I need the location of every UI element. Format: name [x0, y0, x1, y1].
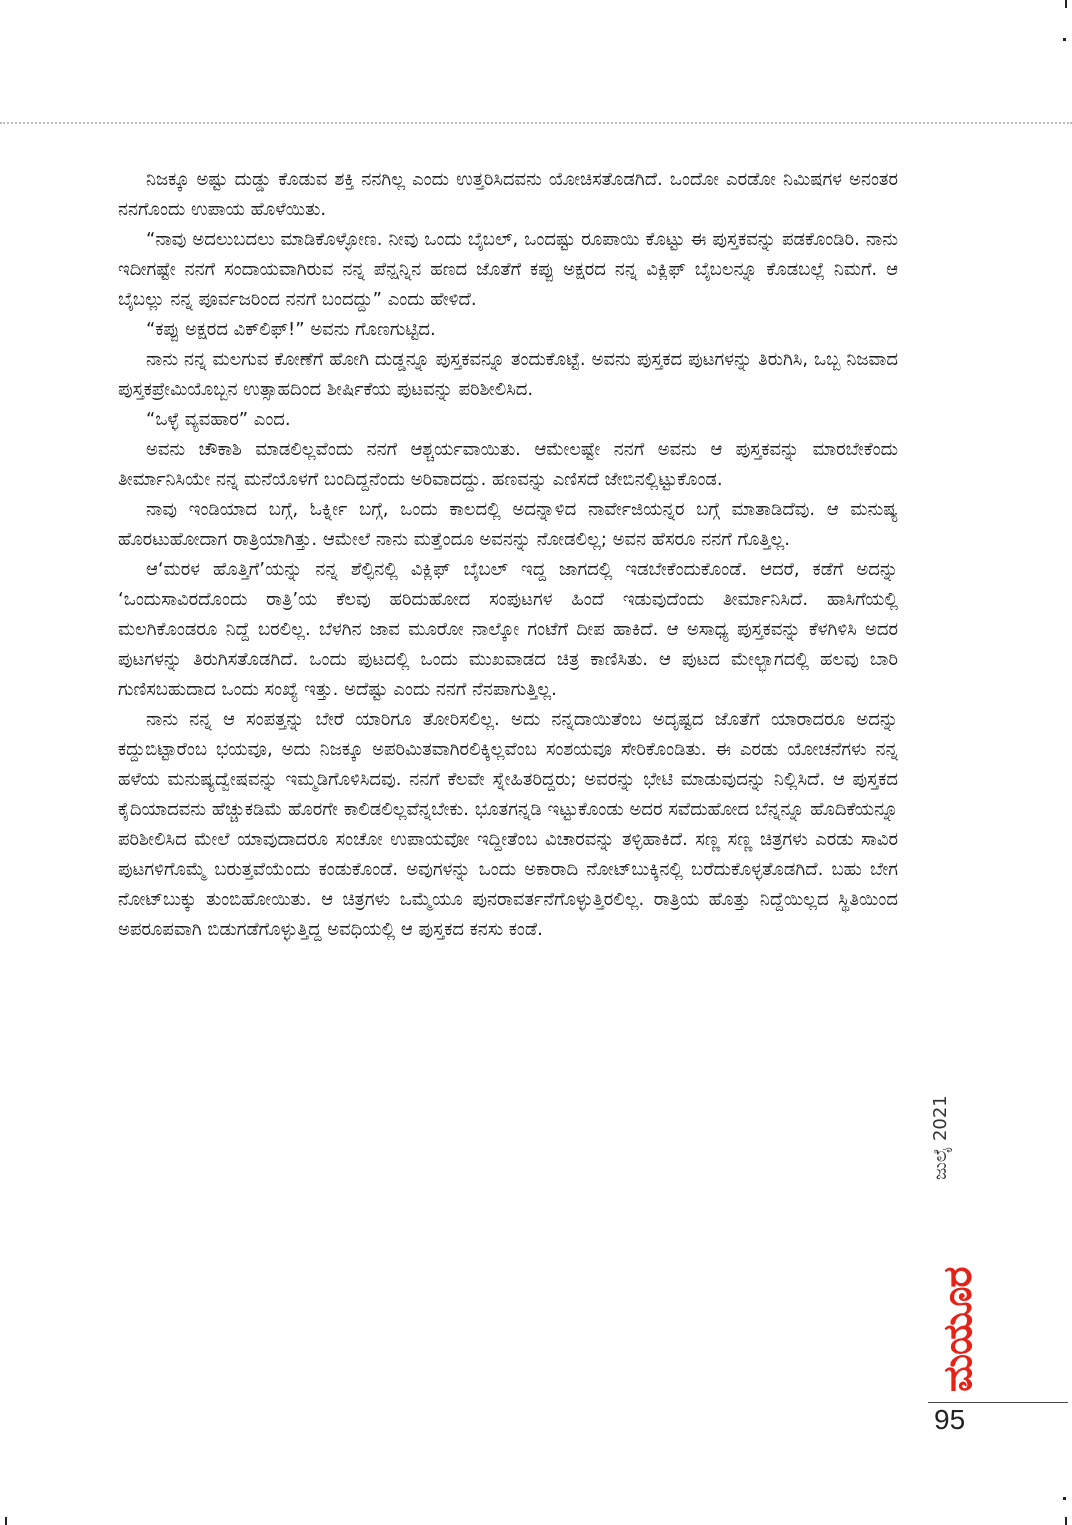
paragraph: “ಕಪ್ಪು ಅಕ್ಷರದ ವಿಕ್‌ಲಿಫ್!” ಅವನು ಗೊಣಗುಟ್ಟಿದ.	[146, 319, 436, 340]
paragraph: ನಾವು ಇಂಡಿಯಾದ ಬಗ್ಗೆ, ಓರ್ಕ್ನೀ ಬಗ್ಗೆ, ಒಂದು ಕಾಲದಲ್ಲಿ ಅದನ್ನಾಳಿದ ನಾರ್ವೇಜಿಯನ್ನರ ಬಗ್ಗೆ ಮಾತಾಡಿದೆವು. ಆ ಮನುಷ್ಯ ಹೊರಟುಹೋದಾಗ ರಾತ್ರಿಯಾಗಿತ್ತು. ಆಮೇಲೆ ನಾನು ಮತ್ತೆಂದೂ ಅವನನ್ನು ನೋಡಲಿಲ್ಲ; ಅವನ ಹೆಸರೂ ನನಗೆ ಗೊತ್ತಿಲ್ಲ.	[118, 499, 898, 550]
page-number: 95	[934, 1404, 966, 1435]
issue-date: ಜುಲೈ 2021	[930, 1095, 951, 1180]
paragraph: ನಾನು ನನ್ನ ಮಲಗುವ ಕೋಣೆಗೆ ಹೋಗಿ ದುಡ್ಡನ್ನೂ ಪುಸ್ತಕವನ್ನೂ ತಂದುಕೊಟ್ಟೆ. ಅವನು ಪುಸ್ತಕದ ಪುಟಗಳನ್ನು ತಿರುಗಿಸಿ, ಒಬ್ಬ ನಿಜವಾದ ಪುಸ್ತಕಪ್ರೇಮಿಯೊಬ್ಬನ ಉತ್ಸಾಹದಿಂದ ಶೀರ್ಷಿಕೆಯ ಪುಟವನ್ನು ಪರಿಶೀಲಿಸಿದ.	[118, 349, 898, 400]
magazine-logo: ಮಯೂರ	[935, 1267, 981, 1392]
article-body	[118, 165, 898, 945]
crop-mark-top-right-dot	[1063, 38, 1066, 41]
paragraph: “ನಾವು ಅದಲುಬದಲು ಮಾಡಿಕೊಳ್ಳೋಣ. ನೀವು ಒಂದು ಬೈಬಲ್, ಒಂದಷ್ಟು ರೂಪಾಯಿ ಕೊಟ್ಟು ಈ ಪುಸ್ತಕವನ್ನು ಪಡಕೊಂಡಿರಿ. ನಾನು ಇದೀಗಷ್ಟೇ ನನಗೆ ಸಂದಾಯವಾಗಿರುವ ನನ್ನ ಪೆನ್ಷನ್ನಿನ ಹಣದ ಜೊತೆಗೆ ಕಪ್ಪು ಅಕ್ಷರದ ನನ್ನ ವಿಕ್ಲಿಫ್ ಬೈಬಲನ್ನೂ ಕೊಡಬಲ್ಲೆ ನಿಮಗೆ. ಆ ಬೈಬಲ್ಲು ನನ್ನ ಪೂರ್ವಜರಿಂದ ನನಗೆ ಬಂದದ್ದು” ಎಂದು ಹೇಳಿದೆ.	[118, 229, 898, 310]
crop-mark-bottom-right-dot	[1063, 1497, 1066, 1500]
header-dotted-rule	[0, 122, 1072, 124]
paragraph: “ಒಳ್ಳೆ ವ್ಯವಹಾರ” ಎಂದ.	[146, 409, 291, 430]
crop-mark-bottom-left	[5, 1517, 7, 1525]
paragraph: ಅವನು ಚೌಕಾಶಿ ಮಾಡಲಿಲ್ಲವೆಂದು ನನಗೆ ಆಶ್ಚರ್ಯವಾಯಿತು. ಆಮೇಲಷ್ಟೇ ನನಗೆ ಅವನು ಆ ಪುಸ್ತಕವನ್ನು ಮಾರಬೇಕೆಂದು ತೀರ್ಮಾನಿಸಿಯೇ ನನ್ನ ಮನೆಯೊಳಗೆ ಬಂದಿದ್ದನೆಂದು ಅರಿವಾದದ್ದು. ಹಣವನ್ನು ಎಣಿಸದೆ ಜೇಬಿನಲ್ಲಿಟ್ಟುಕೊಂಡ.	[118, 439, 898, 490]
crop-mark-bottom-right	[1065, 1517, 1067, 1525]
crop-mark-top-right	[1065, 0, 1067, 8]
folio-rule	[928, 1402, 1068, 1403]
paragraph: ಆ‘ಮರಳ ಹೊತ್ತಿಗೆ’ಯನ್ನು ನನ್ನ ಶೆಲ್ಫಿನಲ್ಲಿ ವಿಕ್ಲಿಫ್ ಬೈಬಲ್ ಇದ್ದ ಜಾಗದಲ್ಲಿ ಇಡಬೇಕೆಂದುಕೊಂಡೆ. ಆದರೆ, ಕಡೆಗೆ ಅದನ್ನು ‘ಒಂದುಸಾವಿರದೊಂದು ರಾತ್ರಿ’ಯ ಕೆಲವು ಹರಿದುಹೋದ ಸಂಪುಟಗಳ ಹಿಂದೆ ಇಡುವುದೆಂದು ತೀರ್ಮಾನಿಸಿದೆ. ಹಾಸಿಗೆಯಲ್ಲಿ ಮಲಗಿಕೊಂಡರೂ ನಿದ್ದೆ ಬರಲಿಲ್ಲ. ಬೆಳಗಿನ ಜಾವ ಮೂರೋ ನಾಲ್ಕೋ ಗಂಟೆಗೆ ದೀಪ ಹಾಕಿದೆ. ಆ ಅಸಾಧ್ಯ ಪುಸ್ತಕವನ್ನು ಕೆಳಗಿಳಿಸಿ ಅದರ ಪುಟಗಳನ್ನು ತಿರುಗಿಸತೊಡಗಿದೆ. ಒಂದು ಪುಟದಲ್ಲಿ ಒಂದು ಮುಖವಾಡದ ಚಿತ್ರ ಕಾಣಿಸಿತು. ಆ ಪುಟದ ಮೇಲ್ಭಾಗದಲ್ಲಿ ಹಲವು ಬಾರಿ ಗುಣಿಸಬಹುದಾದ ಒಂದು ಸಂಖ್ಯೆ ಇತ್ತು. ಅದೆಷ್ಟು ಎಂದು ನನಗೆ ನೆನಪಾಗುತ್ತಿಲ್ಲ.	[118, 559, 898, 700]
paragraph: ನಿಜಕ್ಕೂ ಅಷ್ಟು ದುಡ್ಡು ಕೊಡುವ ಶಕ್ತಿ ನನಗಿಲ್ಲ ಎಂದು ಉತ್ತರಿಸಿದವನು ಯೋಚಿಸತೊಡಗಿದೆ. ಒಂದೋ ಎರಡೋ ನಿಮಿಷಗಳ ಅನಂತರ ನನಗೊಂದು ಉಪಾಯ ಹೊಳೆಯಿತು.	[118, 169, 898, 220]
paragraph: ನಾನು ನನ್ನ ಆ ಸಂಪತ್ತನ್ನು ಬೇರೆ ಯಾರಿಗೂ ತೋರಿಸಲಿಲ್ಲ. ಅದು ನನ್ನದಾಯಿತೆಂಬ ಅದೃಷ್ಟದ ಜೊತೆಗೆ ಯಾರಾದರೂ ಅದನ್ನು ಕದ್ದುಬಿಟ್ಟಾರೆಂಬ ಭಯವೂ, ಅದು ನಿಜಕ್ಕೂ ಅಪರಿಮಿತವಾಗಿರಲಿಕ್ಕಿಲ್ಲವೆಂಬ ಸಂಶಯವೂ ಸೇರಿಕೊಂಡಿತು. ಈ ಎರಡು ಯೋಚನೆಗಳು ನನ್ನ ಹಳೆಯ ಮನುಷ್ಯದ್ವೇಷವನ್ನು ಇಮ್ಮಡಿಗೊಳಿಸಿದವು. ನನಗೆ ಕೆಲವೇ ಸ್ನೇಹಿತರಿದ್ದರು; ಅವರನ್ನು ಭೇಟಿ ಮಾಡುವುದನ್ನು ನಿಲ್ಲಿಸಿದೆ. ಆ ಪುಸ್ತಕದ ಕೈದಿಯಾದವನು ಹೆಚ್ಚುಕಡಿಮೆ ಹೊರಗೇ ಕಾಲಿಡಲಿಲ್ಲವೆನ್ನಬೇಕು. ಭೂತಗನ್ನಡಿ ಇಟ್ಟುಕೊಂಡು ಅದರ ಸವೆದುಹೋದ ಬೆನ್ನನ್ನೂ ಹೊದಿಕೆಯನ್ನೂ ಪರಿಶೀಲಿಸಿದ ಮೇಲೆ ಯಾವುದಾದರೂ ಸಂಚೋ ಉಪಾಯವೋ ಇದ್ದೀತೆಂಬ ವಿಚಾರವನ್ನು ತಳ್ಳಿಹಾಕಿದೆ. ಸಣ್ಣ ಸಣ್ಣ ಚಿತ್ರಗಳು ಎರಡು ಸಾವಿರ ಪುಟಗಳಿಗೊಮ್ಮೆ ಬರುತ್ತವೆಯೆಂದು ಕಂಡುಕೊಂಡೆ. ಅವುಗಳನ್ನು ಒಂದು ಅಕಾರಾದಿ ನೋಟ್‌ಬುಕ್ಕಿನಲ್ಲಿ ಬರೆದುಕೊಳ್ಳತೊಡಗಿದೆ. ಬಹು ಬೇಗ ನೋಟ್‌ಬುಕ್ಕು ತುಂಬಿಹೋಯಿತು. ಆ ಚಿತ್ರಗಳು ಒಮ್ಮೆಯೂ ಪುನರಾವರ್ತನೆಗೊಳ್ಳುತ್ತಿರಲಿಲ್ಲ. ರಾತ್ರಿಯ ಹೊತ್ತು ನಿದ್ದೆಯಿಲ್ಲದ ಸ್ಥಿತಿಯಿಂದ ಅಪರೂಪವಾಗಿ ಬಿಡುಗಡೆಗೊಳ್ಳುತ್ತಿದ್ದ ಅವಧಿಯಲ್ಲಿ ಆ ಪುಸ್ತಕದ ಕನಸು ಕಂಡೆ.	[118, 709, 898, 940]
